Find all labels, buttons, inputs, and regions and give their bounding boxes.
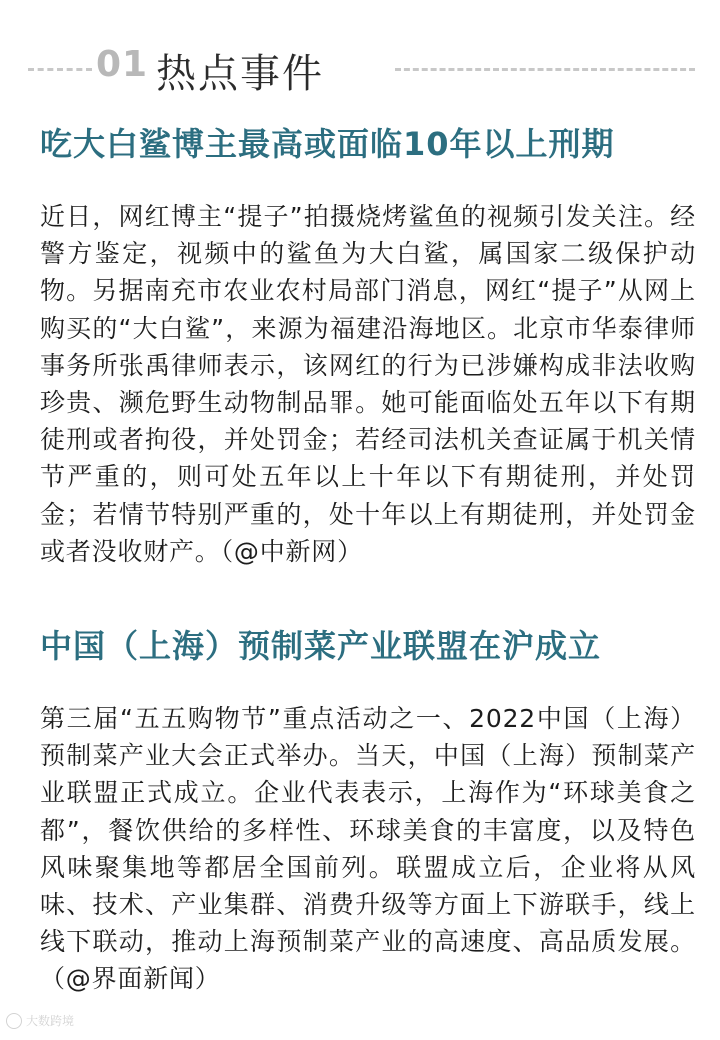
article-2-body: 第三届“五五购物节”重点活动之一、2022中国（上海）预制菜产业大会正式举办。当天，中国（上海）预制菜产业联盟正式成立。企业代表表示，上海作为“环球美食之都”，餐饮供给的多样性、环球美食的丰富度，以及特色风味聚集地等都居全国前列。联盟成立后，企业将从风味、技术、产业集群、消费升级等方面上下游联手，线上线下联动，推动上海预制菜产业的高速度、高品质发展。（@界面新闻）	[40, 704, 696, 994]
article-1-headline: 吃大白鲨博主最高或面临10年以上刑期	[40, 125, 615, 163]
watermark	[6, 1012, 74, 1029]
article-1-body: 近日，网红博主“提子”拍摄烧烤鲨鱼的视频引发关注。经警方鉴定，视频中的鲨鱼为大白鲨，属国家二级保护动物。另据南充市农业农村局部门消息，网红“提子”从网上购买的“大白鲨”，来源为福建沿海地区。北京市华泰律师事务所张禹律师表示，该网红的行为已涉嫌构成非法收购珍贵、濒危野生动物制品罪。她可能面临处五年以下有期徒刑或者拘役，并处罚金；若经司法机关查证属于机关情节严重的，则可处五年以上十年以下有期徒刑，并处罚金；若情节特别严重的，处十年以上有期徒刑，并处罚金或者没收财产。（@中新网）	[40, 202, 696, 566]
section-title: 热点事件	[156, 51, 324, 97]
divider-right	[395, 68, 695, 71]
divider-left	[28, 68, 92, 71]
watermark-text: 大数跨境	[26, 1014, 75, 1028]
article-2-headline: 中国（上海）预制菜产业联盟在沪成立	[40, 627, 602, 665]
section-header	[0, 36, 720, 100]
section-number: 01	[96, 44, 149, 85]
watermark-logo-icon	[6, 1013, 22, 1029]
